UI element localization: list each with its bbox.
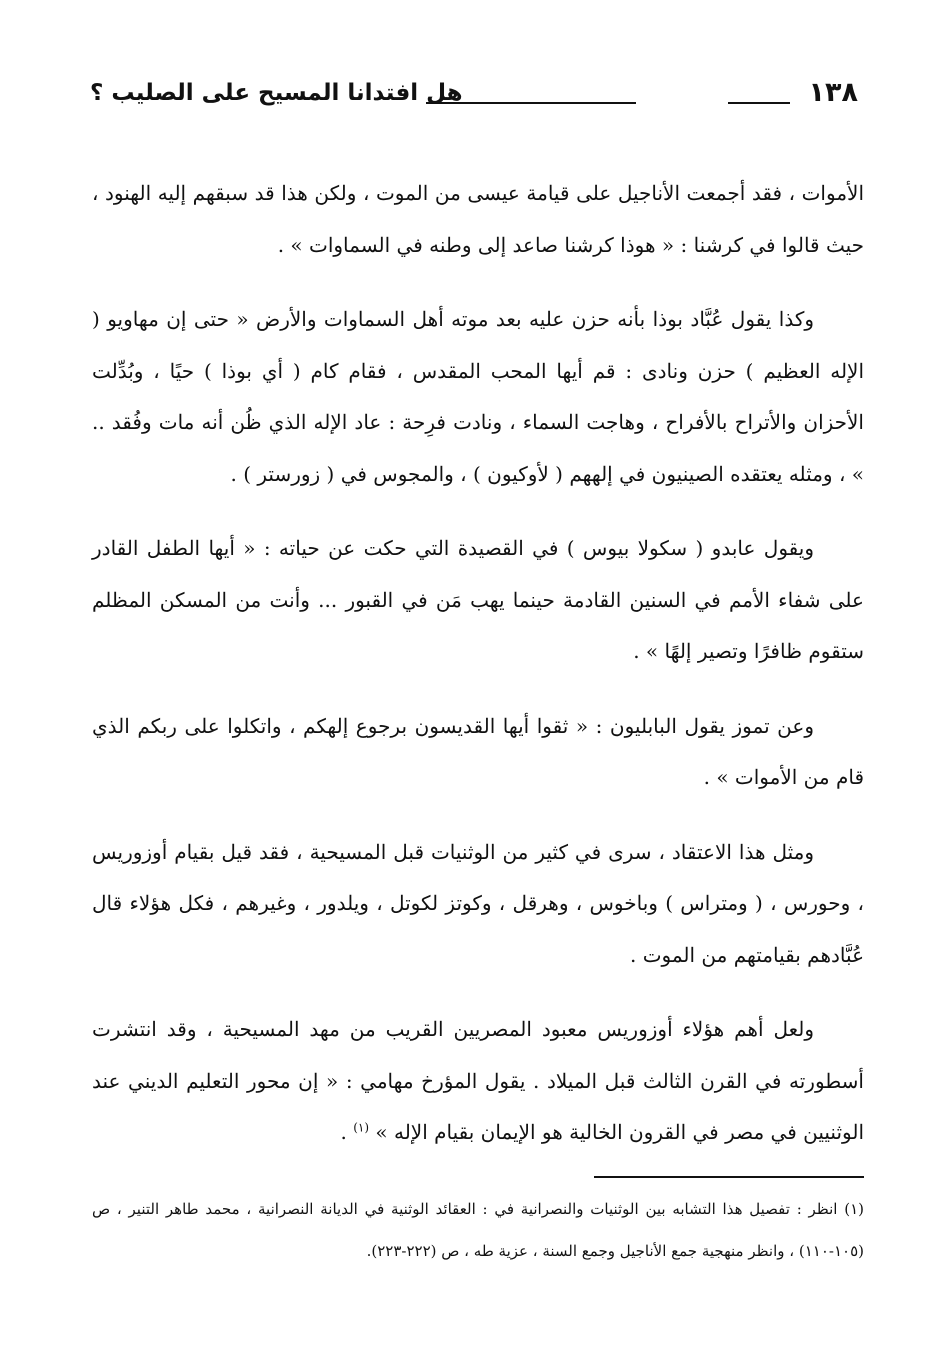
running-title: هل افتدانا المسيح على الصليب ؟ — [90, 80, 463, 106]
page-number: ١٣٨ — [808, 77, 858, 108]
paragraph-2: وكذا يقول عُبَّاد بوذا بأنه حزن عليه بعد موته أهل السماوات والأرض « حتى إن مهاويو ( الإله العظيم ) حزن ونادى : قم أيها المحب المقدس ، فقام كام ( أي بوذا ) حيًا ، وبُدِّلت الأحزان والأتراح بالأفراح ، وهاجت السماء ، ونادت فرِحة : عاد الإله الذي ظُن أنه مات وفُقد .. » ، ومثله يعتقده الصينيون في إلههم ( لأوكيون ) ، والمجوس في ( زورستر ) . — [92, 307, 864, 486]
paragraph-1: الأموات ، فقد أجمعت الأناجيل على قيامة عيسى من الموت ، ولكن هذا قد سبقهم إليه الهنود ، حيث قالوا في كرشنا : « هوذا كرشنا صاعد إلى وطنه في السماوات » . — [92, 181, 864, 257]
body-text — [92, 168, 864, 1159]
header-rule-right — [728, 102, 790, 104]
page-header — [90, 74, 858, 114]
paragraph-5: ومثل هذا الاعتقاد ، سرى في كثير من الوثنيات قبل المسيحية ، فقد قيل بقيام أوزوريس ، وحورس ، ( ومتراس ) وباخوس ، وهرقل ، وكوتز لكوتل ، ويلدور ، وغيرهم ، فكل هؤلاء قال عُبَّادهم بقيامتهم من الموت . — [92, 839, 864, 967]
paragraph-6: ولعل أهم هؤلاء أوزوريس معبود المصريين القريب من مهد المسيحية ، وقد انتشرت أسطورته في القرن الثالث قبل الميلاد . يقول المؤرخ مهامي : « إن محور التعليم الديني عند الوثنيين في مصر في القرون الخالية هو الإيمان بقيام الإله » $^{(١)}$ . — [92, 1017, 864, 1144]
paragraph-3: ويقول عابدو ( سكولا بيوس ) في القصيدة التي حكت عن حياته : « أيها الطفل القادر على شفاء الأمم في السنين القادمة حينما يهب مَن في القبور ... وأنت من المسكن المظلم ستقوم ظافرًا وتصير إلهًا » . — [92, 536, 864, 663]
footnote-reference: (١) — [353, 1120, 370, 1135]
footnotes — [92, 1188, 864, 1272]
paragraph-4: وعن تموز يقول البابليون : « ثقوا أيها القديسون برجوع إلهكم ، واتكلوا على ربكم الذي قام من الأموات » . — [92, 713, 864, 789]
footnote-separator — [594, 1176, 864, 1178]
paragraph-6-text: ولعل أهم هؤلاء أوزوريس معبود المصريين القريب من مهد المسيحية ، وقد انتشرت أسطورته في القرن الثالث قبل الميلاد . يقول المؤرخ مهامي : « إن محور التعليم الديني عند الوثنيين في مصر في القرون الخالية هو الإيمان بقيام الإله » — [92, 1017, 864, 1144]
footnote-1: (١) انظر : تفصيل هذا التشابه بين الوثنيات والنصرانية في : العقائد الوثنية في الديانة النصرانية ، محمد طاهر التنير ، ص (١٠٥-١١٠) ، وانظر منهجية جمع الأناجيل وجمع السنة ، عزية طه ، ص (٢٢٢-٢٢٣). — [92, 1200, 864, 1260]
